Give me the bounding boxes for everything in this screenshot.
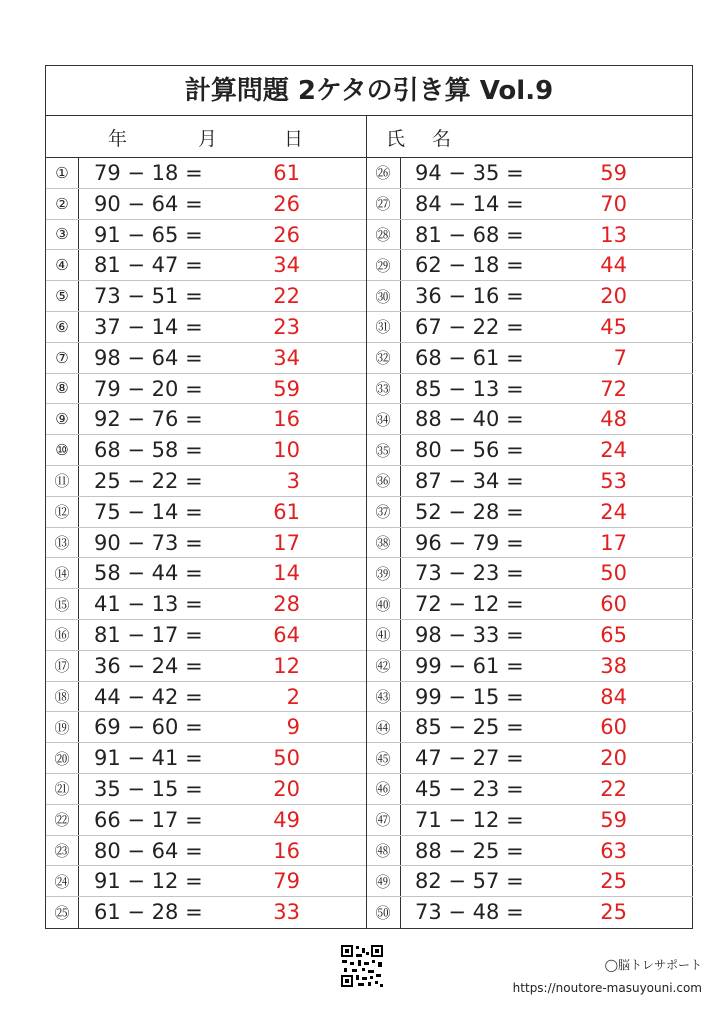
problem-answer: 24 [600, 438, 627, 463]
problem-row [46, 158, 366, 189]
problem-expression: 87 − 34 = [415, 469, 524, 493]
problem-answer: 50 [600, 561, 627, 586]
problem-answer: 7 [613, 345, 627, 370]
problem-expression: 73 − 51 = [94, 284, 203, 309]
problem-answer: 28 [273, 592, 300, 617]
problem-answer: 61 [273, 499, 300, 524]
problem-expression: 82 − 57 = [415, 869, 524, 894]
problem-number: ㊱ [375, 472, 391, 491]
problem-row [367, 897, 693, 928]
problem-number: ㊷ [375, 657, 391, 676]
problem-number: ⑭ [54, 564, 70, 583]
problem-row [46, 682, 366, 713]
problem-number: ⑧ [55, 379, 69, 398]
problem-answer: 60 [600, 592, 627, 617]
problem-row [367, 866, 693, 897]
problem-row [367, 158, 693, 189]
name-label-1: 氏 [386, 128, 406, 150]
problem-number: ㉑ [54, 780, 70, 799]
problem-expression: 72 − 12 = [415, 592, 524, 617]
qr-code[interactable] [340, 944, 384, 988]
problem-expression: 90 − 64 = [94, 191, 203, 216]
problem-row [46, 189, 366, 220]
problem-expression: 67 − 22 = [415, 315, 524, 339]
problem-row [46, 528, 366, 559]
problem-number: ㉒ [54, 811, 70, 830]
problem-number: ⑤ [55, 287, 69, 306]
problem-answer: 38 [600, 653, 627, 678]
problem-expression: 99 − 15 = [415, 684, 524, 709]
problem-expression: 90 − 73 = [94, 530, 203, 555]
problem-row [46, 620, 366, 651]
problem-number: ㉕ [54, 904, 70, 923]
problem-expression: 85 − 25 = [415, 715, 524, 740]
problem-answer: 59 [273, 376, 300, 401]
problem-expression: 73 − 23 = [415, 561, 524, 586]
problem-expression: 79 − 18 = [94, 161, 203, 185]
name-label-2: 名 [432, 128, 452, 150]
problem-row [367, 497, 693, 528]
problem-number: ⑫ [54, 503, 70, 522]
problem-expression: 81 − 68 = [415, 222, 524, 247]
problem-number: ㉔ [54, 872, 70, 891]
problem-row [46, 220, 366, 251]
problem-row [367, 528, 693, 559]
problem-answer: 63 [600, 838, 627, 863]
problem-expression: 73 − 48 = [415, 900, 524, 925]
problem-number: ㊵ [375, 595, 391, 614]
problem-number: ⑨ [55, 410, 69, 429]
problem-row [367, 805, 693, 836]
problem-number: ① [55, 163, 69, 182]
problem-answer: 50 [273, 746, 300, 771]
problem-expression: 91 − 12 = [94, 869, 203, 894]
problem-expression: 80 − 64 = [94, 838, 203, 863]
problem-number: ⑦ [55, 348, 69, 367]
problem-row [46, 466, 366, 497]
problem-number: ㉙ [375, 256, 391, 275]
problem-expression: 71 − 12 = [415, 807, 524, 832]
info-divider [366, 116, 367, 157]
problem-expression: 52 − 28 = [415, 499, 524, 524]
problem-answer: 25 [600, 869, 627, 894]
problem-answer: 22 [600, 777, 627, 801]
day-label: 日 [284, 128, 304, 150]
problem-answer: 49 [273, 807, 300, 832]
problem-answer: 12 [273, 653, 300, 678]
problem-answer: 44 [600, 253, 627, 278]
problem-answer: 34 [273, 253, 300, 278]
problem-number: ㊶ [375, 626, 391, 645]
problem-row [367, 189, 693, 220]
problem-expression: 36 − 24 = [94, 653, 203, 678]
problem-answer: 34 [273, 345, 300, 370]
problem-row [46, 743, 366, 774]
problem-answer: 22 [273, 284, 300, 309]
problem-number: ⑩ [55, 441, 69, 460]
problem-expression: 80 − 56 = [415, 438, 524, 463]
problem-number: ㊾ [375, 872, 391, 891]
problem-expression: 45 − 23 = [415, 777, 524, 801]
problem-number: ⑲ [54, 718, 70, 737]
problem-number: ㊻ [375, 780, 391, 799]
problem-expression: 47 − 27 = [415, 746, 524, 771]
problem-number: ㉗ [375, 195, 391, 214]
worksheet-title: 計算問題 2ケタの引き算 Vol.9 [46, 66, 692, 116]
problem-number: ㉘ [375, 225, 391, 244]
problem-expression: 96 − 79 = [415, 530, 524, 555]
problem-expression: 98 − 33 = [415, 623, 524, 647]
problem-answer: 45 [600, 315, 627, 339]
problem-row [367, 404, 693, 435]
problem-row [46, 435, 366, 466]
problem-answer: 2 [286, 684, 300, 709]
problem-expression: 91 − 41 = [94, 746, 203, 771]
problem-row [367, 250, 693, 281]
problem-expression: 98 − 64 = [94, 345, 203, 370]
problem-row [46, 497, 366, 528]
site-url[interactable]: https://noutore-masuyouni.com [512, 981, 702, 995]
problem-expression: 81 − 17 = [94, 623, 203, 647]
problem-answer: 59 [600, 161, 627, 185]
problem-row [46, 250, 366, 281]
problem-number: ④ [55, 256, 69, 275]
problem-number: ㊲ [375, 503, 391, 522]
problem-expression: 68 − 61 = [415, 345, 524, 370]
problem-number: ㊿ [375, 904, 391, 923]
problem-expression: 36 − 16 = [415, 284, 524, 309]
year-label: 年 [108, 128, 128, 150]
problem-answer: 20 [600, 746, 627, 771]
problem-number: ㊹ [375, 718, 391, 737]
problem-row [46, 866, 366, 897]
problem-row [367, 589, 693, 620]
problem-answer: 33 [273, 900, 300, 925]
problem-expression: 79 − 20 = [94, 376, 203, 401]
problem-answer: 24 [600, 499, 627, 524]
problem-row [367, 312, 693, 343]
problem-expression: 69 − 60 = [94, 715, 203, 740]
problem-expression: 62 − 18 = [415, 253, 524, 278]
problem-number: ② [55, 194, 69, 213]
problem-answer: 70 [600, 191, 627, 216]
problem-expression: 35 − 15 = [94, 777, 203, 801]
problem-number: ㉝ [375, 379, 391, 398]
problem-expression: 41 − 13 = [94, 592, 203, 617]
problem-answer: 23 [273, 315, 300, 339]
problem-row [46, 343, 366, 374]
problem-row [367, 620, 693, 651]
info-row [46, 116, 692, 158]
problem-number: ⑥ [55, 317, 69, 336]
problem-answer: 60 [600, 715, 627, 740]
problem-answer: 17 [273, 530, 300, 555]
problem-answer: 61 [273, 161, 300, 185]
problem-expression: 61 − 28 = [94, 900, 203, 925]
problem-number: ⑬ [54, 533, 70, 552]
problem-row [46, 836, 366, 867]
problem-expression: 66 − 17 = [94, 807, 203, 832]
problem-row [46, 281, 366, 312]
problem-answer: 9 [286, 715, 300, 740]
problem-answer: 48 [600, 407, 627, 432]
month-label: 月 [198, 128, 218, 150]
problem-expression: 85 − 13 = [415, 376, 524, 401]
problem-row [46, 558, 366, 589]
problem-number: ㉟ [375, 441, 391, 460]
problem-row [46, 774, 366, 805]
problem-number: ㉜ [375, 349, 391, 368]
problem-row [46, 897, 366, 928]
problem-row [46, 374, 366, 405]
worksheet [45, 65, 693, 929]
problem-number: ⑯ [54, 626, 70, 645]
problem-row [46, 712, 366, 743]
problem-row [46, 404, 366, 435]
problem-number: ㊴ [375, 564, 391, 583]
problem-answer: 26 [273, 222, 300, 247]
problem-row [367, 220, 693, 251]
problem-row [367, 281, 693, 312]
problem-row [367, 374, 693, 405]
problem-answer: 16 [273, 407, 300, 432]
problem-expression: 91 − 65 = [94, 222, 203, 247]
problem-answer: 20 [273, 777, 300, 801]
problem-number: ㊽ [375, 841, 391, 860]
problem-answer: 65 [600, 623, 627, 647]
problem-answer: 72 [600, 376, 627, 401]
problem-number: ㉓ [54, 841, 70, 860]
problem-answer: 26 [273, 191, 300, 216]
problem-expression: 88 − 40 = [415, 407, 524, 432]
problem-expression: 44 − 42 = [94, 684, 203, 709]
problem-row [367, 682, 693, 713]
brand-name: ◯脳トレサポート [604, 958, 702, 972]
problem-answer: 10 [273, 438, 300, 463]
problem-answer: 14 [273, 561, 300, 586]
problem-answer: 53 [600, 469, 627, 493]
problem-number: ㉛ [375, 318, 391, 337]
problem-answer: 17 [600, 530, 627, 555]
problem-row [367, 774, 693, 805]
problem-number: ㉞ [375, 410, 391, 429]
problem-row [367, 558, 693, 589]
problem-row [367, 343, 693, 374]
problem-expression: 92 − 76 = [94, 407, 203, 432]
problem-row [46, 651, 366, 682]
problem-expression: 81 − 47 = [94, 253, 203, 278]
problem-answer: 84 [600, 684, 627, 709]
problem-expression: 88 − 25 = [415, 838, 524, 863]
problem-number: ⑳ [54, 749, 70, 768]
problem-row [367, 466, 693, 497]
problem-row [367, 435, 693, 466]
problem-expression: 37 − 14 = [94, 315, 203, 339]
problem-answer: 79 [273, 869, 300, 894]
problem-number: ㊸ [375, 687, 391, 706]
problem-row [367, 743, 693, 774]
problem-grid [46, 158, 692, 928]
problem-number: ㊳ [375, 533, 391, 552]
problem-number: ㊼ [375, 811, 391, 830]
problem-answer: 59 [600, 807, 627, 832]
problem-expression: 94 − 35 = [415, 161, 524, 185]
problem-number: ㉖ [375, 164, 391, 183]
problem-row [46, 589, 366, 620]
problem-expression: 99 − 61 = [415, 653, 524, 678]
problem-expression: 75 − 14 = [94, 499, 203, 524]
problem-expression: 68 − 58 = [94, 438, 203, 463]
problem-answer: 13 [600, 222, 627, 247]
problem-expression: 84 − 14 = [415, 191, 524, 216]
problem-number: ㊺ [375, 749, 391, 768]
problem-number: ⑰ [54, 657, 70, 676]
problem-answer: 64 [273, 623, 300, 647]
problem-row [46, 312, 366, 343]
problem-answer: 20 [600, 284, 627, 309]
problem-expression: 58 − 44 = [94, 561, 203, 586]
problem-answer: 25 [600, 900, 627, 925]
problem-row [367, 836, 693, 867]
problem-number: ⑱ [54, 687, 70, 706]
problem-number: ⑪ [54, 472, 70, 491]
problem-answer: 16 [273, 838, 300, 863]
problem-row [46, 805, 366, 836]
problem-number: ⑮ [54, 595, 70, 614]
problem-answer: 3 [286, 469, 300, 493]
problem-number: ㉚ [375, 287, 391, 306]
problem-expression: 25 − 22 = [94, 469, 203, 493]
problem-number: ③ [55, 225, 69, 244]
problem-row [367, 651, 693, 682]
problem-row [367, 712, 693, 743]
